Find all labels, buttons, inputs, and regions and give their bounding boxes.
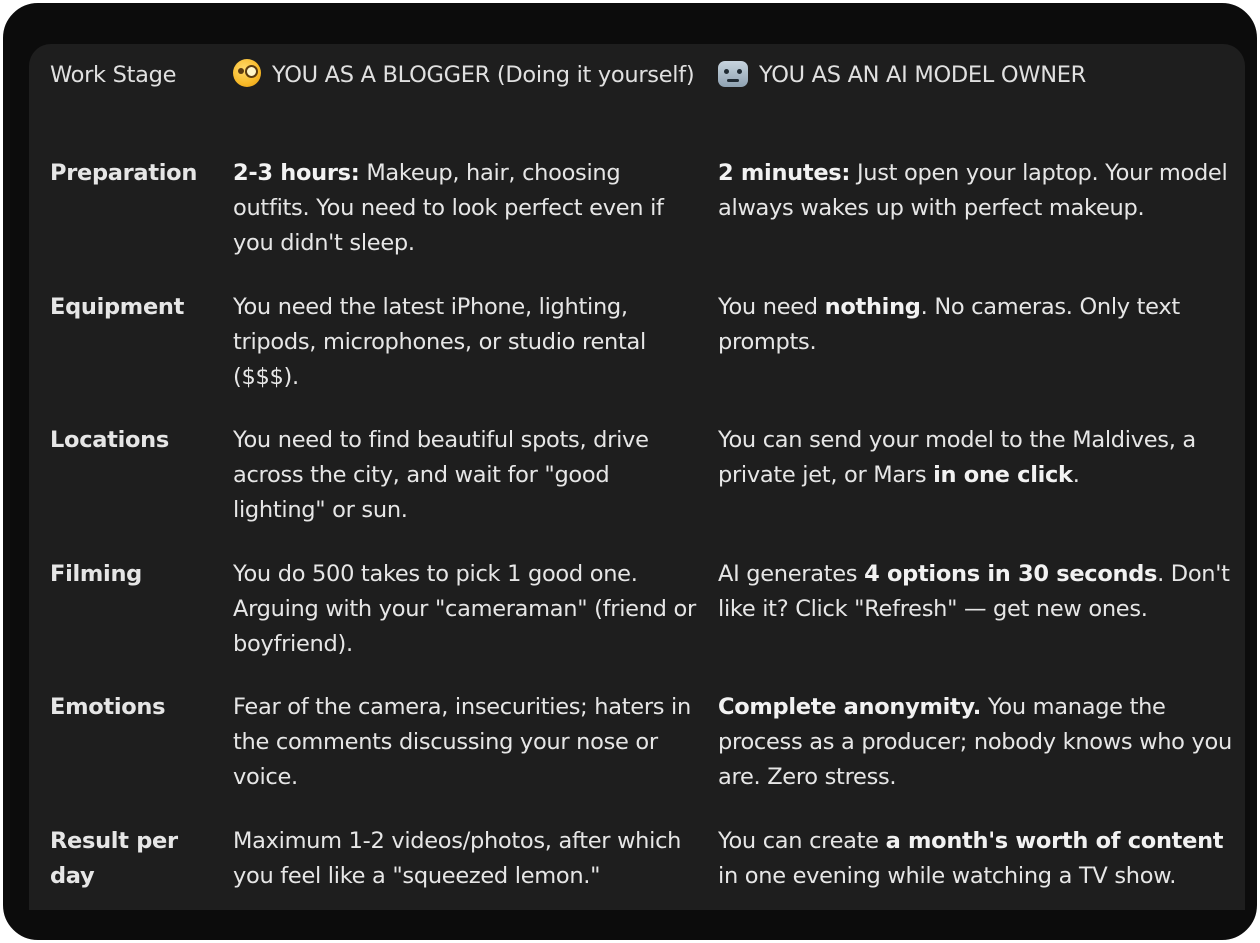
row-ai-owner [718,423,1233,493]
table-row [29,824,1245,943]
text-run: . No cameras. Only text prompts. [718,294,1180,355]
text-run: Just open your laptop. Your model always wakes up with perfect makeup. [718,160,1228,221]
text-run: AI generates [718,561,865,587]
monocle-face-icon [233,59,261,87]
bold-text: Complete anonymity. [718,694,982,720]
text-run: Fear of the camera, insecurities; haters in the comments discussing your nose or voice. [233,694,691,790]
text-run: . Don't like it? Click "Refresh" — get new ones. [718,561,1230,622]
text-run: You do 500 takes to pick 1 good one. Arguing with your "cameraman" (friend or boyfriend). [233,561,696,657]
row-ai-owner [718,824,1233,894]
row-blogger [233,156,698,261]
row-stage: Emotions [50,694,166,720]
row-ai-owner [718,156,1233,226]
table-row [29,690,1245,820]
row-ai-owner [718,690,1233,795]
bold-text: 2 minutes: [718,160,851,186]
bold-text: 2-3 hours: [233,160,360,186]
row-ai-owner [718,290,1233,360]
header-blogger-label: YOU AS A BLOGGER (Doing it yourself) [272,62,695,88]
table-row [29,557,1245,687]
text-run: You need to find beautiful spots, drive across the city, and wait for "good lighting" or sun. [233,427,649,523]
row-stage: Preparation [50,160,198,186]
text-run: You can create [718,828,886,854]
bold-text: nothing [824,294,921,320]
text-run: in one evening while watching a TV show. [718,863,1177,889]
text-run: Maximum 1-2 videos/photos, after which you feel like a "squeezed lemon." [233,828,682,889]
header-ai-owner [718,58,1233,93]
header-blogger [233,58,698,93]
row-blogger [233,423,698,528]
row-blogger [233,690,698,795]
row-stage: Equipment [50,294,185,320]
comparison-table [29,44,1245,910]
text-run: Makeup, hair, choosing outfits. You need to look perfect even if you didn't sleep. [233,160,664,256]
text-run: You manage the process as a producer; nobody knows who you are. Zero stress. [718,694,1232,790]
text-run: You need [718,294,825,320]
text-run: You can send your model to the Maldives, a private jet, or Mars [718,427,1196,488]
table-row [29,290,1245,420]
text-run: . [1072,462,1080,488]
bold-text: a month's worth of content [885,828,1224,854]
table-row [29,156,1245,286]
robot-icon [718,61,748,87]
row-ai-owner [718,557,1233,627]
bold-text: 4 options in 30 seconds [864,561,1158,587]
text-run: You need the latest iPhone, lighting, tripods, microphones, or studio rental ($$$). [233,294,646,390]
row-blogger [233,824,698,894]
row-stage: Locations [50,427,169,453]
table-row [29,423,1245,553]
bold-text: in one click [933,462,1073,488]
header-ai-owner-label: YOU AS AN AI MODEL OWNER [759,62,1087,88]
row-stage: Result per day [50,828,178,889]
row-blogger [233,290,698,395]
row-stage: Filming [50,561,142,587]
header-work-stage: Work Stage [50,62,177,88]
row-blogger [233,557,698,662]
